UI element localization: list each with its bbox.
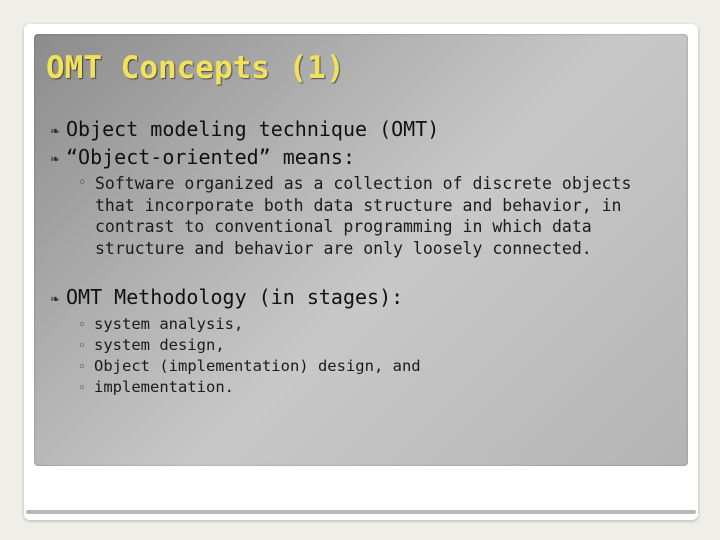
- bullet-omt-definition: [50, 117, 439, 141]
- footer-divider: [26, 510, 696, 514]
- stage-text: system analysis,: [94, 315, 244, 333]
- stage-item: [78, 336, 225, 354]
- bookmark-bullet-icon: ❧: [50, 151, 61, 166]
- bullet-text: “Object-oriented” means:: [66, 145, 355, 169]
- circle-bullet-icon: ◦: [78, 381, 86, 396]
- sub-paragraph-line: structure and behavior are only loosely connected.: [95, 238, 592, 258]
- bookmark-bullet-icon: ❧: [50, 291, 61, 306]
- sub-paragraph-line: contrast to conventional programming in which data: [95, 217, 592, 236]
- circle-bullet-icon: ◦: [78, 339, 86, 354]
- stage-item: [78, 378, 234, 396]
- sub-paragraph-line: Software organized as a collection of discrete objects: [95, 174, 632, 193]
- bookmark-bullet-icon: ❧: [50, 123, 61, 138]
- stage-text: Object (implementation) design, and: [94, 357, 421, 375]
- bullet-omt-methodology: [50, 285, 403, 309]
- sub-paragraph-line: that incorporate both data structure and behavior, in: [95, 195, 622, 215]
- bullet-text: OMT Methodology (in stages):: [66, 285, 404, 309]
- slide-title: OMT Concepts (1): [46, 50, 345, 86]
- circle-bullet-icon: ◦: [78, 175, 87, 191]
- sub-bullet-software-definition: [78, 173, 658, 259]
- stage-text: system design,: [94, 336, 225, 354]
- stage-item: [78, 357, 421, 375]
- circle-bullet-icon: ◦: [78, 360, 86, 375]
- stage-text: implementation.: [94, 378, 234, 396]
- bullet-object-oriented: [50, 145, 355, 169]
- stage-item: [78, 315, 243, 333]
- circle-bullet-icon: ◦: [78, 318, 86, 333]
- bullet-text: Object modeling technique (OMT): [66, 117, 440, 141]
